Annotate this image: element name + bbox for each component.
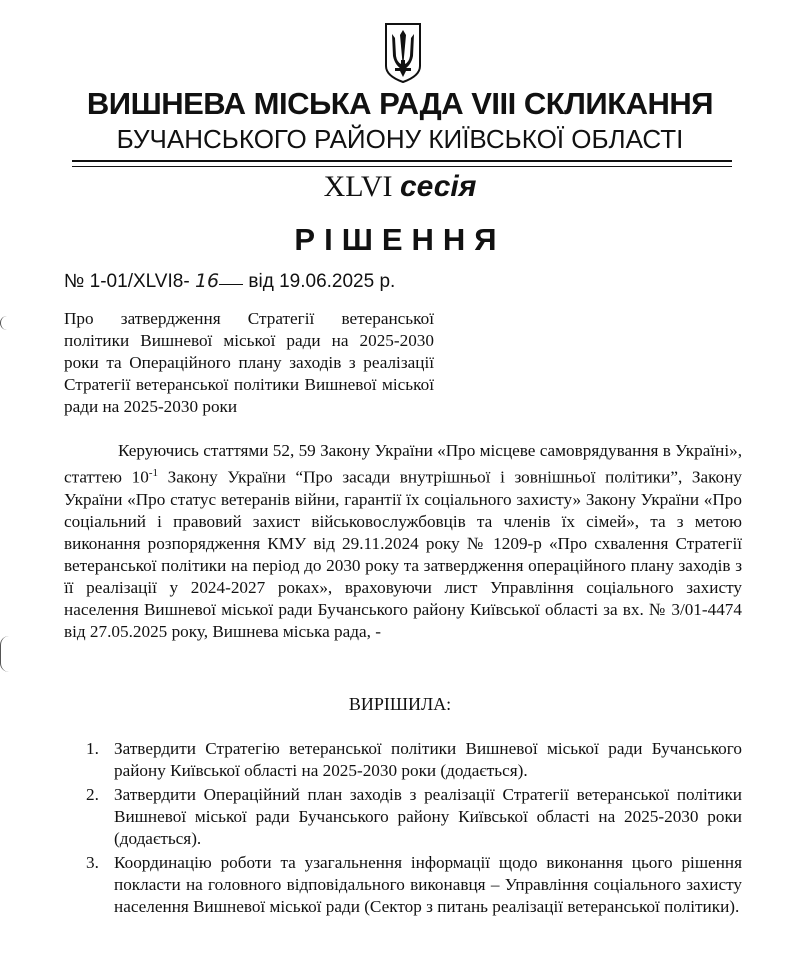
preamble-text-2: Закону України “Про засади внутрішньої і зовнішньої політики”, Закону України «Про статус ветеранів війни, гарантії їх соціального захисту» Закону України «Про соціальний і правовий захист військовослужбовців та членів їх сімей», та з метою виконання розпорядження КМУ від 29.11.2024 року № 1209-р «Про схвалення Стратегії ветеранської політики на період до 2030 року та затвердження операційного плану заходів з її реалізації у 2024-2027 роках», враховуючи лист Управління соціального захисту населення Вишневої міської ради Бучанського району Київської області за вх. № 3/01-4474 від 27.05.2025 року, Вишнева міська рада, - — [64, 467, 742, 641]
header-divider-thin — [72, 166, 732, 167]
decision-items-list — [86, 738, 742, 920]
number-underline — [219, 284, 243, 285]
resolved-heading: ВИРІШИЛА: — [348, 694, 452, 714]
preamble-text-1: Керуючись статтями 52, 59 Закону України «Про місцеве самоврядування в Україні», статтею 10 — [64, 441, 742, 487]
session-word: сесія — [399, 170, 477, 203]
document-number-prefix: № 1-01/XLVI8- — [64, 271, 190, 292]
scan-edge-mark — [0, 636, 9, 672]
from-label: від — [248, 271, 274, 292]
list-item-number: 3. — [86, 853, 99, 872]
council-title: ВИШНЕВА МІСЬКА РАДА VIII СКЛИКАННЯ — [86, 86, 714, 121]
preamble-superscript: -1 — [148, 467, 159, 479]
document-number-line — [64, 270, 395, 293]
list-item — [86, 852, 742, 918]
list-item-text: Затвердити Операційний план заходів з реалізації Стратегії ветеранської політики Вишневої міської ради Бучанського району Київської області на 2025-2030 роки (додається). — [114, 785, 742, 848]
session-heading — [0, 170, 800, 204]
decision-heading: РІШЕННЯ — [294, 222, 506, 257]
decision-subject: Про затвердження Стратегії ветеранської політики Вишневої міської ради на 2025-2030 роки та Операційного плану заходів з реалізації Стратегії ветеранської політики Вишневої міської ради на 2025-2030 роки — [64, 309, 434, 416]
handwritten-number: 16 — [194, 270, 220, 292]
session-number: XLVI — [323, 170, 393, 203]
district-title: БУЧАНСЬКОГО РАЙОНУ КИЇВСЬКОЇ ОБЛАСТІ — [116, 124, 684, 154]
list-item — [86, 784, 742, 850]
coat-of-arms-trident-icon — [383, 22, 423, 84]
document-date: 19.06.2025 р. — [279, 271, 396, 292]
scan-edge-mark — [0, 316, 9, 330]
list-item-number: 2. — [86, 785, 99, 804]
list-item-text: Координацію роботи та узагальнення інформації щодо виконання цього рішення покласти на головного відповідального виконавця – Управління соціального захисту населення Вишневої міської ради (Сектор з питань реалізації ветеранської політики). — [114, 853, 742, 916]
list-item-text: Затвердити Стратегію ветеранської політики Вишневої міської ради Бучанського району Київської області на 2025-2030 роки (додається). — [114, 739, 742, 780]
preamble-paragraph — [64, 440, 742, 643]
list-item-number: 1. — [86, 739, 99, 758]
header-divider-thick — [72, 160, 732, 162]
list-item — [86, 738, 742, 782]
